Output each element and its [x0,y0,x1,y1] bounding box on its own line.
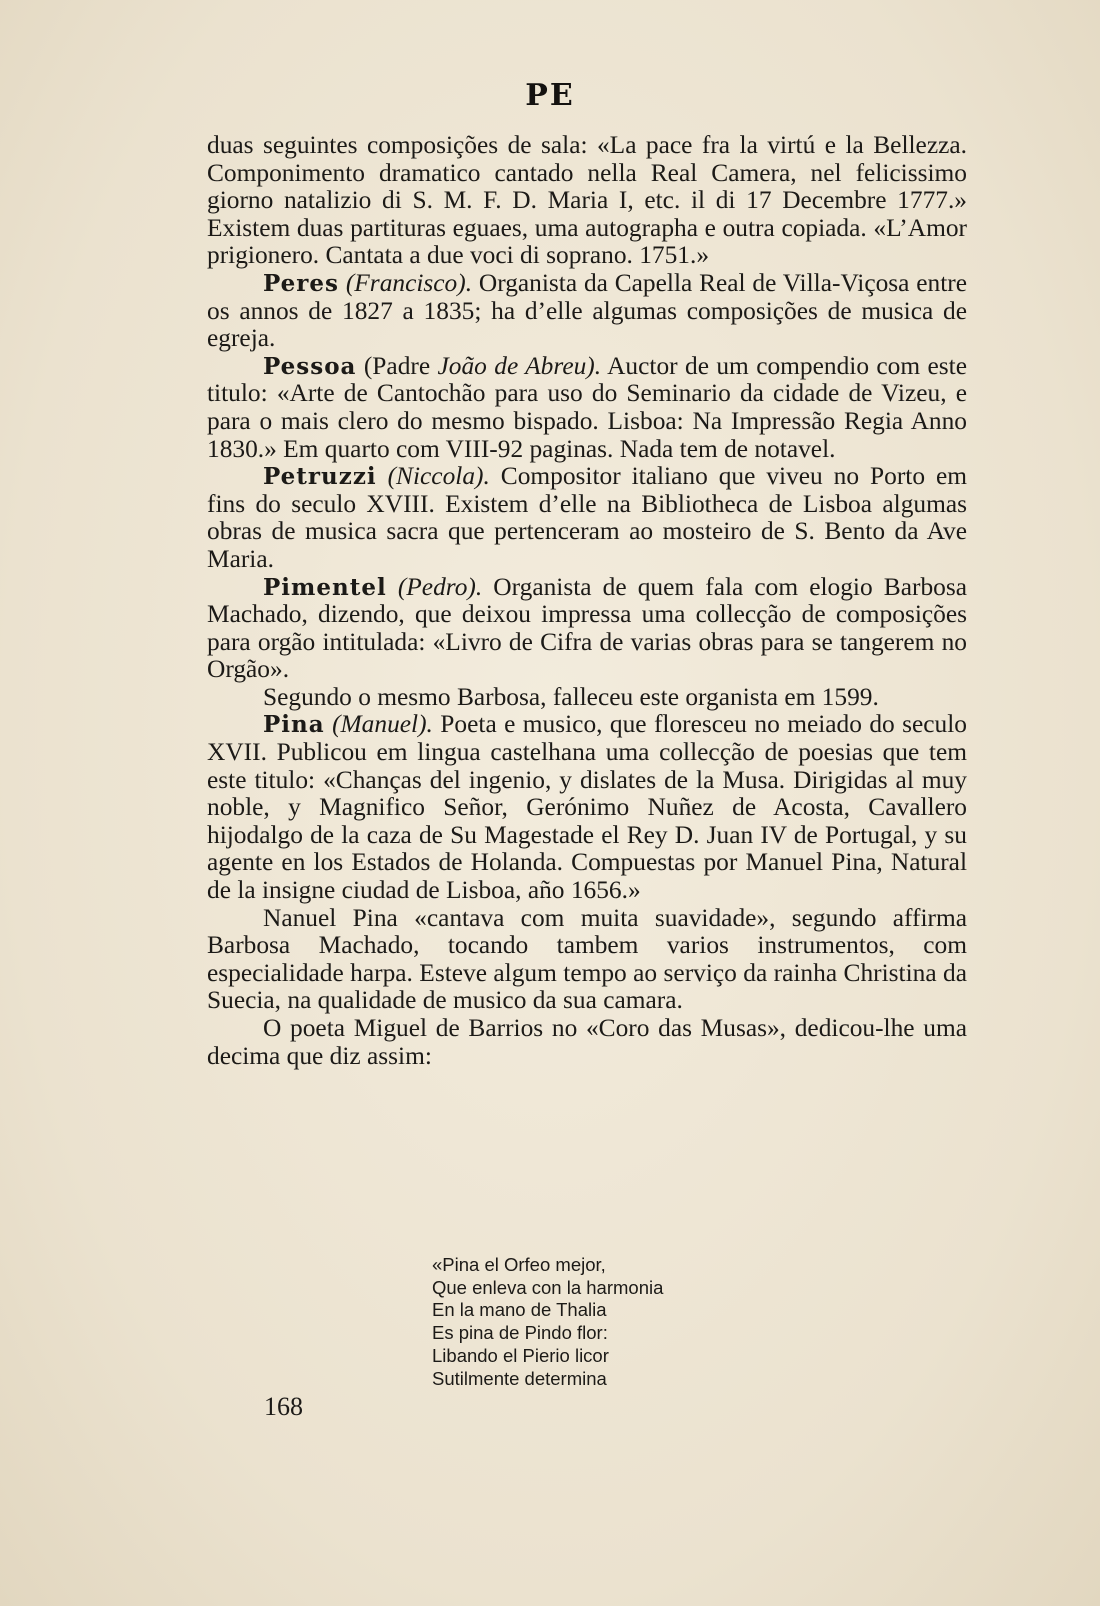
entry-peres [207,270,967,353]
entry-name-italic: (Francisco). [345,268,473,297]
body-run: Auctor de um compendio com este titulo: «Arte de Cantochão para uso do Seminario da cidade de Vizeu, e para o mais clero do mesmo bispado. Lisboa: Na Impressão Regia Anno 1830.» Em quarto com VIII-92 paginas. Nada tem de notavel. [207,351,968,463]
entry-petruzzi [207,463,967,573]
body-run: Organista da Capella Real de Villa-Viçosa entre os annos de 1827 a 1835; ha d’elle algumas composições de musica de egreja. [207,268,967,353]
body-run: O poeta Miguel de Barrios no «Coro das Musas», dedicou-lhe uma decima que diz assim: [207,1014,967,1070]
entry-pimentel [207,574,967,684]
entry-pina [207,711,967,904]
poem-line: Sutilmente determina [432,1367,607,1389]
poem-line: Que enleva con la harmonia [432,1276,664,1298]
entry-pessoa [207,353,967,463]
body-run: Segundo o mesmo Barbosa, falleceu este organista em 1599. [263,682,879,711]
poem-line: En la mano de Thalia [432,1299,607,1321]
poem-line: Es pina de Pindo flor: [432,1322,608,1344]
entry-pina-poem-intro [207,1015,967,1070]
paragraph-continuation [207,132,967,270]
entry-name-italic: João de Abreu). [437,351,602,380]
entry-name-italic: (Manuel). [332,710,433,739]
entry-headword: Petruzzi [263,463,377,491]
poem-quotation [432,1254,663,1390]
body-run: (Padre [356,351,438,380]
entry-headword: Pessoa [263,352,357,380]
body-run: Organista de quem fala com elogio Barbosa Machado, dizendo, que deixou impressa uma collecção de composições para orgão intitulada: «Livro de Cifra de varias obras para se tangerem no Orgão». [207,572,967,684]
poem-line: «Pina el Orfeo mejor, [432,1254,606,1275]
body-run [387,573,398,601]
body-run: duas seguintes composições de sala: «La pace fra la virtú e la Bellezza. Componimento dramatico cantado nella Real Camera, nel felicissimo giorno natalizio di S. M. F. D. Maria I, etc. il di 17 Decembre 1777.» Existem duas partituras eguaes, uma autographa e outra copiada. «L’Amor prigionero. Cantata a due voci di soprano. 1751.» [207,131,967,270]
body-run: Poeta e musico, que floresceu no meiado do seculo XVII. Publicou em lingua castelhana uma collecção de poesias que tem este titulo: «Chanças del ingenio, y dislates de la Musa. Dirigidas al muy noble, y Magnifico Señor, Gerónimo Nuñez de Acosta, Cavallero hijodalgo de la caza de Su Magestade el Rey D. Juan IV de Portugal, y su agente en los Estados de Holanda. Compuestas por Manuel Pina, Natural de la insigne ciudad de Lisboa, año 1656.» [207,710,967,905]
poem-line: Libando el Pierio licor [432,1344,609,1366]
entry-headword: Peres [263,269,340,297]
body-run [325,710,332,738]
entry-headword: Pimentel [263,573,387,601]
body-run [377,462,388,490]
entry-name-italic: (Niccola). [387,462,490,491]
entry-headword: Pina [263,711,325,739]
entry-name-italic: (Pedro). [397,572,483,601]
body-run: Compositor italiano que viveu no Porto em fins do seculo XVIII. Existem d’elle na Bibliotheca de Lisboa algumas obras de musica sacra que pertenceram ao mosteiro de S. Bento da Ave Maria. [207,462,967,573]
entry-pina-biography [207,905,967,1015]
page-number: 168 [264,1392,303,1421]
entry-pimentel-continued [207,684,967,712]
running-head: PE [525,78,575,113]
body-text [207,132,967,1070]
body-run: Nanuel Pina «cantava com muita suavidade», segundo affirma Barbosa Machado, tocando tambem varios instrumentos, com especialidade harpa. Esteve algum tempo ao serviço da rainha Christina da Suecia, na qualidade de musico da sua camara. [207,903,967,1015]
body-run [339,269,346,297]
